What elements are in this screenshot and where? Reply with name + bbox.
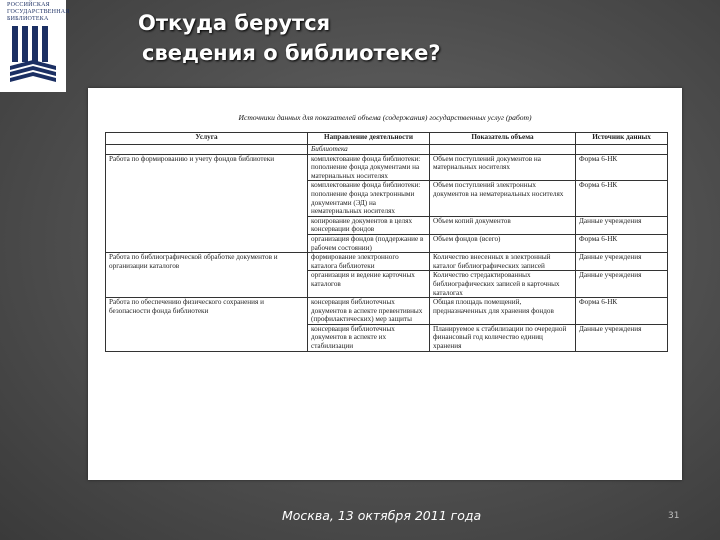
footer-date: Москва, 13 октября 2011 года xyxy=(282,508,482,523)
subheader-empty xyxy=(576,145,668,155)
table-row xyxy=(106,298,668,325)
library-logo xyxy=(0,0,70,92)
indicator-cell: Общая площадь помещений, предназначенных для хранения фондов xyxy=(430,298,576,325)
source-cell: Форма 6-НК xyxy=(576,181,668,216)
document-scan xyxy=(88,88,682,480)
source-cell: Данные учреждения xyxy=(576,216,668,234)
title-line-2: сведения о библиотеке? xyxy=(142,41,441,65)
source-cell: Данные учреждения xyxy=(576,324,668,351)
direction-cell: комплектование фонда библиотеки: пополнение фонда электронными документами (ЭД) на нематериальных носителях xyxy=(308,181,430,216)
header-direction: Направление деятельности xyxy=(308,133,430,145)
service-cell: Работа по библиографической обработке документов и организации каталогов xyxy=(106,253,308,298)
header-service: Услуга xyxy=(106,133,308,145)
sources-table xyxy=(105,132,668,352)
indicator-cell: Объем поступлений документов на материальных носителях xyxy=(430,154,576,181)
header-indicator: Показатель объема xyxy=(430,133,576,145)
logo-line-1: РОССИЙСКАЯ xyxy=(7,2,50,8)
logo-line-3: БИБЛИОТЕКА xyxy=(7,16,49,22)
subheader-empty xyxy=(106,145,308,155)
source-cell: Форма 6-НК xyxy=(576,298,668,325)
indicator-cell: Планируемое к стабилизации по очередной финансовый год количество единиц хранения xyxy=(430,324,576,351)
indicator-cell: Количество стредактированных библиографических записей в карточных каталогах xyxy=(430,271,576,298)
source-cell: Форма 6-НК xyxy=(576,154,668,181)
source-cell: Форма 6-НК xyxy=(576,234,668,252)
header-source: Источник данных xyxy=(576,133,668,145)
subheader-library: Библиотека xyxy=(308,145,430,155)
table-row xyxy=(106,253,668,271)
source-cell: Данные учреждения xyxy=(576,271,668,298)
direction-cell: консервация библиотечных документов в аспекте превентивных (профилактических) мер защиты xyxy=(308,298,430,325)
direction-cell: комплектование фонда библиотеки: пополнение фонда документами на материальных носителях xyxy=(308,154,430,181)
indicator-cell: Объем поступлений электронных документов на нематериальных носителях xyxy=(430,181,576,216)
table-subheader-row xyxy=(106,145,668,155)
service-cell: Работа по формированию и учету фондов библиотеки xyxy=(106,154,308,253)
book-building-icon xyxy=(6,22,60,88)
title-line-1: Откуда берутся xyxy=(138,11,331,35)
indicator-cell: Количество внесенных в электронный каталог библиографических записей xyxy=(430,253,576,271)
direction-cell: формирование электронного каталога библиотеки xyxy=(308,253,430,271)
source-cell: Данные учреждения xyxy=(576,253,668,271)
indicator-cell: Объем фондов (всего) xyxy=(430,234,576,252)
document-caption: Источники данных для показателей объема (содержания) государственных услуг (работ) xyxy=(238,113,532,122)
service-cell: Работа по обеспечению физического сохранения и безопасности фонда библиотеки xyxy=(106,298,308,352)
table-row xyxy=(106,154,668,181)
direction-cell: организация и ведение карточных каталогов xyxy=(308,271,430,298)
logo-text xyxy=(0,0,70,23)
page-number: 31 xyxy=(668,511,680,521)
direction-cell: копирование документов в целях консервации фондов xyxy=(308,216,430,234)
slide-title xyxy=(138,8,441,68)
direction-cell: организация фондов (поддержание в рабочем состоянии) xyxy=(308,234,430,252)
logo-line-2: ГОСУДАРСТВЕННАЯ xyxy=(7,9,70,15)
table-header-row xyxy=(106,133,668,145)
subheader-empty xyxy=(430,145,576,155)
indicator-cell: Объем копий документов xyxy=(430,216,576,234)
direction-cell: консервация библиотечных документов в аспекте их стабилизации xyxy=(308,324,430,351)
